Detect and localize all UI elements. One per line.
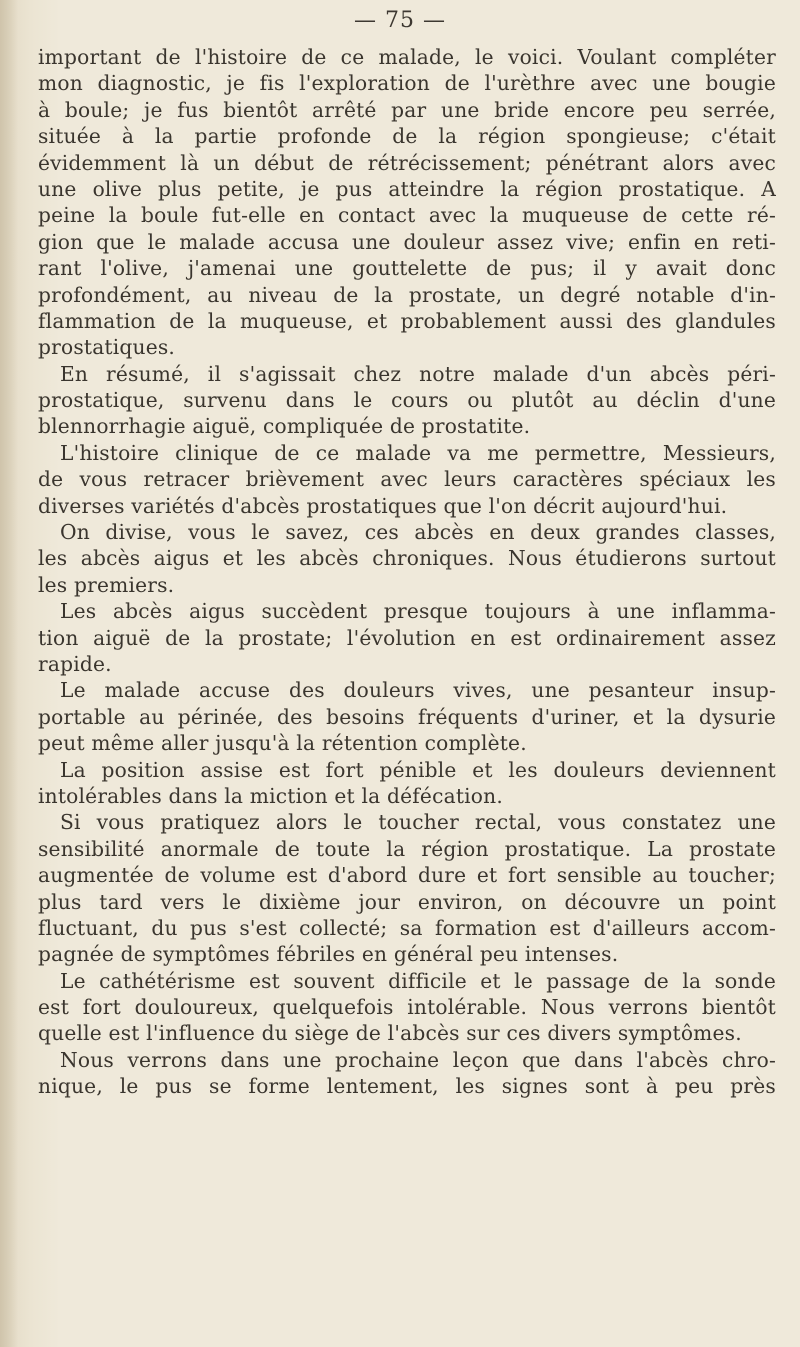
text-line: On divise, vous le savez, ces abcès en deux grandes classes, [60, 520, 776, 545]
text-line: à boule; je fus bientôt arrêté par une bride encore peu serrée, [38, 97, 776, 122]
text-line: intolérables dans la miction et la défécation. [38, 783, 503, 808]
text-line: rant l'olive, j'amenai une gouttelette de pus; il y avait donc [38, 256, 776, 281]
text-line: évidemment là un début de rétrécissement; pénétrant alors avec [38, 150, 776, 175]
text-line: pagnée de symptômes fébriles en général peu intenses. [38, 942, 619, 967]
text-line: peut même aller jusqu'à la rétention complète. [38, 731, 527, 756]
text-line: Si vous pratiquez alors le toucher rectal, vous constatez une [60, 810, 776, 835]
text-line: L'histoire clinique de ce malade va me permettre, Messieurs, [60, 440, 776, 465]
text-line: prostatiques. [38, 335, 176, 360]
text-line: gion que le malade accusa une douleur assez vive; enfin en reti- [38, 229, 776, 254]
text-line: rapide. [38, 651, 112, 676]
text-line: La position assise est fort pénible et les douleurs deviennent [60, 757, 776, 782]
page-edge-shadow [0, 0, 18, 1347]
text-line: flammation de la muqueuse, et probablement aussi des glandules [38, 308, 776, 333]
text-line: Nous verrons dans une prochaine leçon que dans l'abcès chro- [60, 1047, 776, 1072]
text-line: blennorrhagie aiguë, compliquée de prostatite. [38, 414, 531, 439]
text-line: une olive plus petite, je pus atteindre la région prostatique. A [38, 176, 776, 201]
text-line: de vous retracer brièvement avec leurs caractères spéciaux les [38, 467, 776, 492]
text-line: les abcès aigus et les abcès chroniques. Nous étudierons surtout [38, 546, 776, 571]
text-line: est fort douloureux, quelquefois intolérable. Nous verrons bientôt [38, 995, 776, 1020]
text-line: peine la boule fut-elle en contact avec la muqueuse de cette ré- [38, 203, 776, 228]
text-line: les premiers. [38, 572, 175, 597]
text-line: fluctuant, du pus s'est collecté; sa formation est d'ailleurs accom- [38, 915, 776, 940]
page-number: — 75 — [354, 8, 446, 33]
text-line: tion aiguë de la prostate; l'évolution en est ordinairement assez [38, 625, 776, 650]
text-line: augmentée de volume est d'abord dure et fort sensible au toucher; [38, 863, 776, 888]
text-line: Les abcès aigus succèdent presque toujours à une inflamma- [60, 599, 776, 624]
text-line: nique, le pus se forme lentement, les signes sont à peu près [38, 1074, 776, 1099]
text-line: plus tard vers le dixième jour environ, on découvre un point [38, 889, 776, 914]
text-line: important de l'histoire de ce malade, le voici. Voulant compléter [38, 45, 776, 69]
text-line: profondément, au niveau de la prostate, un degré notable d'in- [38, 282, 776, 307]
text-line: mon diagnostic, je fis l'exploration de l'urèthre avec une bougie [38, 71, 776, 96]
text-line: située à la partie profonde de la région spongieuse; c'était [38, 124, 776, 149]
text-line: Le cathétérisme est souvent difficile et le passage de la sonde [60, 968, 776, 993]
text-line: sensibilité anormale de toute la région prostatique. La prostate [38, 836, 776, 861]
text-line: quelle est l'influence du siège de l'abcès sur ces divers symptômes. [38, 1021, 742, 1046]
text-line: diverses variétés d'abcès prostatiques que l'on décrit aujourd'hui. [38, 493, 728, 518]
text-line: portable au périnée, des besoins fréquents d'uriner, et la dysurie [38, 704, 776, 729]
text-line: En résumé, il s'agissait chez notre malade d'un abcès péri- [60, 361, 776, 386]
text-line: Le malade accuse des douleurs vives, une pesanteur insup- [60, 678, 776, 703]
body-text [38, 44, 776, 1100]
text-line: prostatique, survenu dans le cours ou plutôt au déclin d'une [38, 388, 776, 413]
